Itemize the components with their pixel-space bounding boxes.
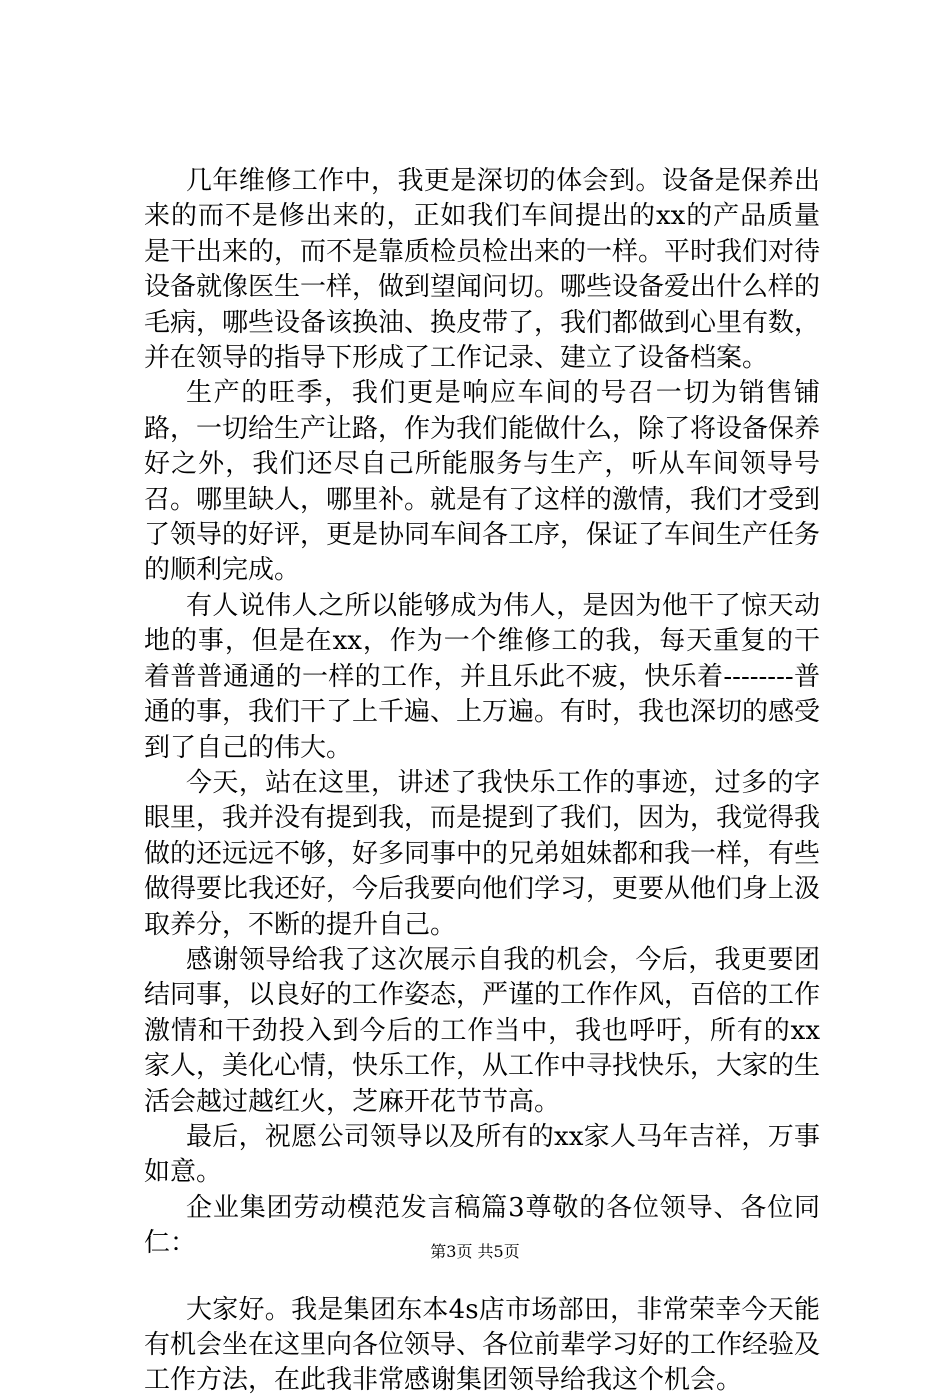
paragraph-maintenance: 几年维修工作中，我更是深切的体会到。设备是保养出来的而不是修出来的，正如我们车间提出的xx的产品质量是干出来的，而不是靠质检员检出来的一样。平时我们对待设备就像医生一样，做到望闻问切。哪些设备爱出什么样的毛病，哪些设备该换油、换皮带了，我们都做到心里有数，并在领导的指导下形成了工作记录、建立了设备档案。 — [144, 166, 821, 374]
paragraph-great-person: 有人说伟人之所以能够成为伟人，是因为他干了惊天动地的事，但是在xx，作为一个维修工的我，每天重复的干着普普通通的一样的工作，并且乐此不疲，快乐着--------普通的事，我们干了上千遍、上万遍。有时，我也深切的感受到了自己的伟大。 — [144, 590, 821, 763]
paragraph-thanks: 感谢领导给我了这次展示自我的机会，今后，我更要团结同事，以良好的工作姿态，严谨的工作作风，百倍的工作激情和干劲投入到今后的工作当中，我也呼吁，所有的xx家人，美化心情，快乐工作，从工作中寻找快乐，大家的生活会越过越红火，芝麻开花节节高。 — [144, 944, 821, 1117]
page-footer: 第3页 共5页 — [430, 1242, 520, 1261]
document-body — [144, 164, 820, 1399]
section-heading-speech-3: 企业集团劳动模范发言稿篇3尊敬的各位领导、各位同仁： — [144, 1192, 820, 1259]
paragraph-greeting: 大家好。我是集团东本4s店市场部田，非常荣幸今天能有机会坐在这里向各位领导、各位前辈学习好的工作经验及工作方法，在此我非常感谢集团领导给我这个机会。 — [144, 1294, 821, 1396]
paragraph-wishes: 最后，祝愿公司领导以及所有的xx家人马年吉祥，万事如意。 — [144, 1121, 820, 1188]
paragraph-production-season: 生产的旺季，我们更是响应车间的号召一切为销售铺路，一切给生产让路，作为我们能做什么，除了将设备保养好之外，我们还尽自己所能服务与生产，听从车间领导号召。哪里缺人，哪里补。就是有了这样的激情，我们才受到了领导的好评，更是协同车间各工序，保证了车间生产任务的顺利完成。 — [144, 378, 821, 586]
paragraph-today: 今天，站在这里，讲述了我快乐工作的事迹，过多的字眼里，我并没有提到我，而是提到了我们，因为，我觉得我做的还远远不够，好多同事中的兄弟姐妹都和我一样，有些做得要比我还好，今后我要向他们学习，更要从他们身上汲取养分，不断的提升自己。 — [144, 767, 821, 940]
